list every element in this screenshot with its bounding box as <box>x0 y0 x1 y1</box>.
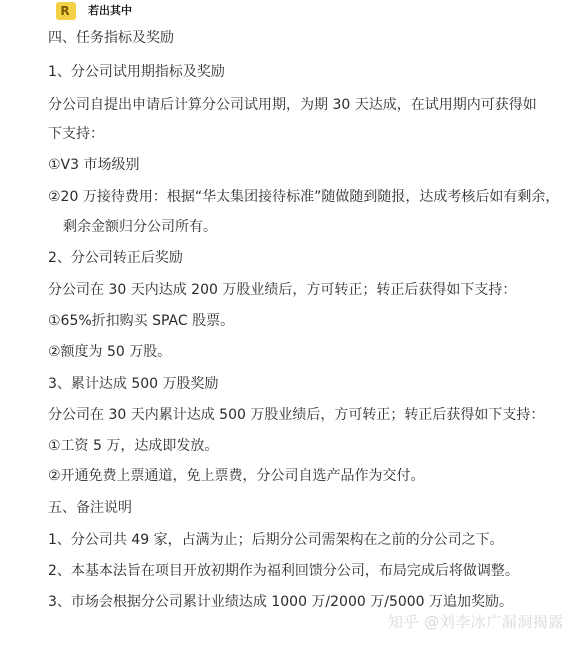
paragraph-trial-intro: 分公司自提出申请后计算分公司试用期，为期 30 天达成，在试用期内可获得如 <box>48 97 537 113</box>
note-item: 1、分公司共 49 家，占满为止；后期分公司需架构在之前的分公司之下。 <box>48 532 504 548</box>
list-item: ②开通免费上票通道，免上票费，分公司自选产品作为交付。 <box>48 468 425 484</box>
subheading-trial-period: 1、分公司试用期指标及奖励 <box>48 64 225 80</box>
brand-name: 若出其中 <box>88 4 132 17</box>
list-item: ②20 万接待费用：根据“华太集团接待标准”随做随到随报，达成考核后如有剩余， <box>48 189 560 205</box>
note-item: 3、市场会根据分公司累计业绩达成 1000 万/2000 万/5000 万追加奖励。 <box>48 594 514 610</box>
section-heading-4: 四、任务指标及奖励 <box>48 30 174 46</box>
note-item: 2、本基本法旨在项目开放初期作为福利回馈分公司，布局完成后将做调整。 <box>48 563 519 579</box>
document-header <box>0 0 588 24</box>
subheading-after-conversion: 2、分公司转正后奖励 <box>48 250 183 266</box>
list-item: ②额度为 50 万股。 <box>48 344 172 360</box>
logo-letter: R <box>60 4 70 18</box>
list-item: ①V3 市场级别 <box>48 157 140 173</box>
list-item: ①工资 5 万，达成即发放。 <box>48 438 219 454</box>
paragraph-conversion: 分公司在 30 天内达成 200 万股业绩后，方可转正；转正后获得如下支持： <box>48 282 517 298</box>
list-item-continuation: 剩余金额归分公司所有。 <box>63 219 217 235</box>
subheading-cumulative-reward: 3、累计达成 500 万股奖励 <box>48 376 219 392</box>
brand-logo-icon <box>56 2 76 20</box>
paragraph-cumulative: 分公司在 30 天内累计达成 500 万股业绩后，方可转正；转正后获得如下支持： <box>48 407 545 423</box>
section-heading-5: 五、备注说明 <box>48 500 132 516</box>
list-item: ①65%折扣购买 SPAC 股票。 <box>48 313 235 329</box>
watermark: 知乎 @刘李冰广漏洞揭露 <box>388 613 564 631</box>
paragraph-trial-intro-cont: 下支持： <box>48 126 104 142</box>
